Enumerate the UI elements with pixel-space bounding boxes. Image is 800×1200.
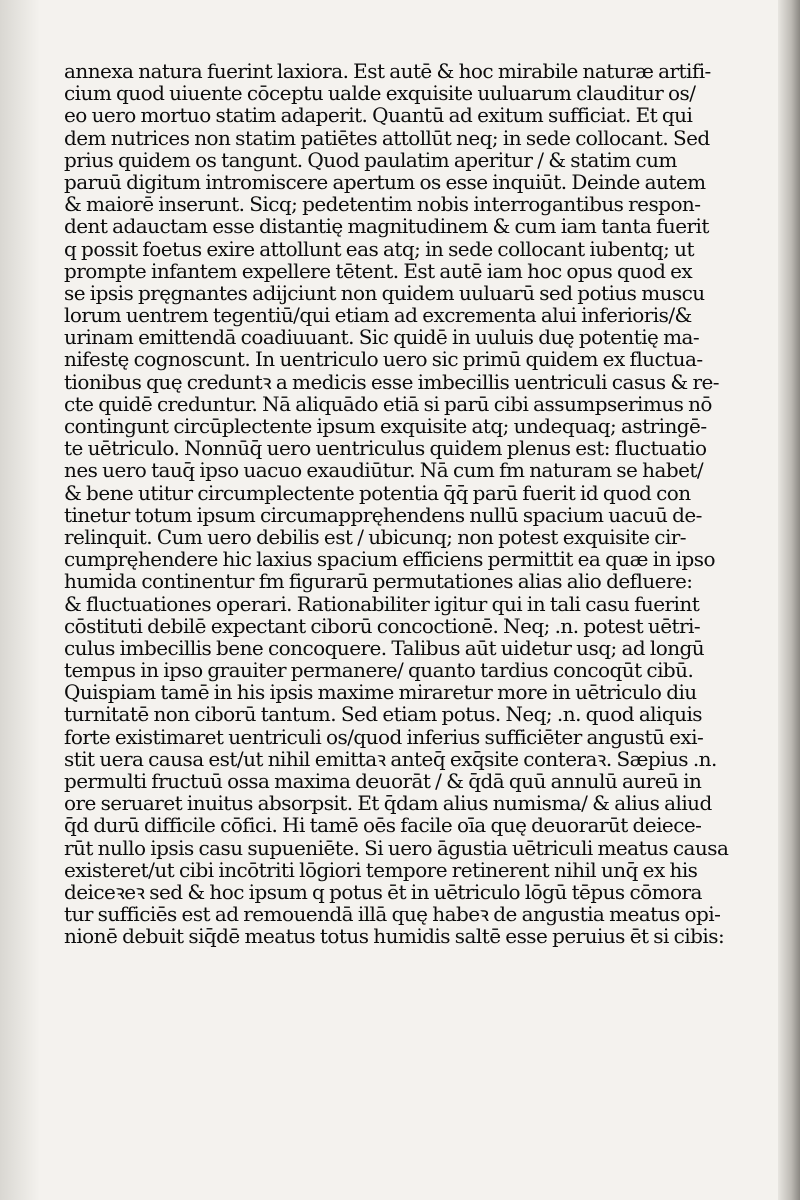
text-line: se ipsis pręgnantes adijciunt non quidem uuluarū sed potius muscu <box>64 280 705 305</box>
text-line: te uētriculo. Nonnūq̄ uero uentriculus quidem plenus est: fluctuatio <box>64 436 707 461</box>
text-line: dent adauctam esse distantię magnitudinem & cum iam tanta fuerit <box>64 214 709 239</box>
text-line: forte existimaret uentriculi os/quod inferius sufficiēter angustū exi- <box>64 724 704 749</box>
text-line: tionibus quę creduntꝛ a medicis esse imbecillis uentriculi casus & re- <box>64 369 719 394</box>
text-line: Quispiam tamē in his ipsis maxime miraretur more in uētriculo diu <box>64 680 697 705</box>
text-line: lorum uentrem tegentiū/qui etiam ad excrementa alui inferioris/& <box>64 303 692 328</box>
text-line: turnitatē non ciborū tantum. Sed etiam potus. Neq; .n. quod aliquis <box>64 702 703 727</box>
text-line: prompte infantem expellere tētent. Est autē iam hoc opus quod ex <box>64 258 693 283</box>
text-line: cōstituti debilē expectant ciborū concoctionē. Neq; .n. potest uētri- <box>64 613 701 638</box>
text-line: q̄d durū difficile cōfici. Hi tamē oēs facile oīa quę deuorarūt deiece- <box>64 813 702 838</box>
text-line: dem nutrices non statim patiētes attollūt neq; in sede collocant. Sed <box>64 125 710 150</box>
text-line: nifestę cognoscunt. In uentriculo uero sic primū quidem ex fluctua- <box>64 347 703 372</box>
text-line: nes uero tauq̄ ipso uacuo exaudiūtur. Nā cum fm naturam se habet/ <box>64 458 704 483</box>
page-edge-shadow <box>0 0 40 1200</box>
text-line: tinetur totum ipsum circumappręhendens nullū spacium uacuū de- <box>64 502 702 527</box>
text-line: permulti fructuū ossa maxima deuorāt / & q̄dā quū annulū aureū in <box>64 769 702 793</box>
text-line: & bene utitur circumplectente potentia q̄q̄ parū fuerit id quod con <box>64 480 691 505</box>
text-line: paruū digitum intromiscere apertum os esse inquiūt. Deinde autem <box>64 169 706 194</box>
text-line: ore seruaret inuitus absorpsit. Et q̄dam alius numisma/ & alius aliud <box>64 791 712 816</box>
text-line: nionē debuit siq̄dē meatus totus humidis saltē esse peruius ēt si cibis: <box>64 924 725 949</box>
text-line: eo uero mortuo statim adaperit. Quantū ad exitum sufficiat. Et qui <box>64 103 693 128</box>
text-line: contingunt circūplectente ipsum exquisite atq; undequaq; astringē- <box>64 414 707 438</box>
text-line: cium quod uiuente cōceptu ualde exquisite uuluarum clauditur os/ <box>64 81 696 106</box>
text-line: stit uera causa est/ut nihil emittaꝛ anteq̄ exq̄site conteraꝛ. Sæpius .n. <box>64 746 717 771</box>
text-line: existeret/ut cibi incōtriti lōgiori tempore retinerent nihil unq̄ ex his <box>64 857 698 882</box>
text-line: & fluctuationes operari. Rationabiliter igitur qui in tali casu fuerint <box>64 591 700 616</box>
text-line: annexa natura fuerint laxiora. Est autē & hoc mirabile naturæ artifi- <box>64 59 711 83</box>
text-line: deiceꝛeꝛ sed & hoc ipsum q potus ēt in uētriculo lōgū tēpus cōmora <box>64 879 702 904</box>
text-line: & maiorē inserunt. Sicq; pedetentim nobis interrogantibus respon- <box>64 192 701 217</box>
text-line: culus imbecillis bene concoquere. Talibus aūt uidetur usq; ad longū <box>64 635 705 660</box>
text-line: cte quidē creduntur. Nā aliquādo etiā si parū cibi assumpserimus nō <box>64 391 712 416</box>
text-line: urinam emittendā coadiuuant. Sic quidē in uuluis duę potentię ma- <box>64 325 700 350</box>
text-line: tempus in ipso grauiter permanere/ quanto tardius concoqūt cibū. <box>64 658 694 683</box>
text-line: tur sufficiēs est ad remouendā illā quę habeꝛ de angustia meatus opi- <box>64 902 721 927</box>
text-line: prius quidem os tangunt. Quod paulatim aperitur / & statim cum <box>64 147 677 172</box>
text-line: cumpręhendere hic laxius spacium efficiens permittit ea quæ in ipso <box>64 547 716 572</box>
text-line: rūt nullo ipsis casu supueniēte. Si uero āgustia uētriculi meatus causa <box>64 835 729 860</box>
text-line: humida continentur fm figurarū permutationes alias alio defluere: <box>64 569 693 594</box>
text-line: q possit foetus exire attollunt eas atq; in sede collocant iubentq; ut <box>64 236 694 261</box>
body-text <box>64 60 782 948</box>
text-line: relinquit. Cum uero debilis est / ubicunq; non potest exquisite cir- <box>64 524 687 549</box>
